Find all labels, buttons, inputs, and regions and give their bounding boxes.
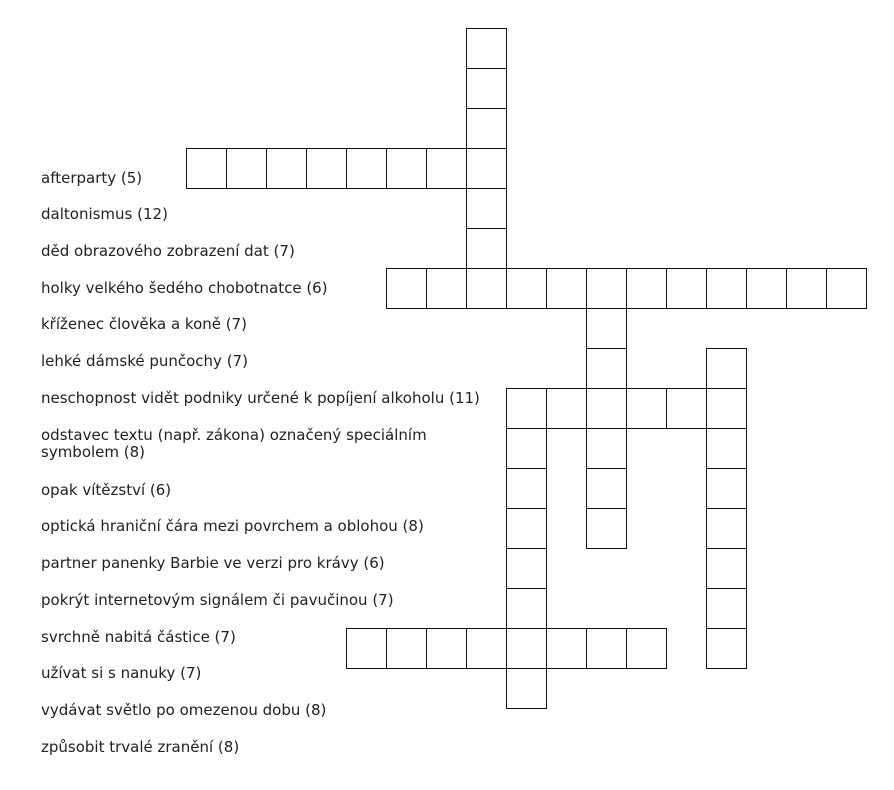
grid-cell[interactable] [506, 468, 547, 509]
grid-cell[interactable] [466, 228, 507, 269]
grid-cell[interactable] [506, 268, 547, 309]
clue-item: optická hraniční čára mezi povrchem a oblohou (8) [41, 517, 424, 535]
grid-cell[interactable] [506, 548, 547, 589]
grid-cell[interactable] [386, 148, 427, 189]
grid-cell[interactable] [506, 668, 547, 709]
grid-cell[interactable] [506, 628, 547, 669]
grid-cell[interactable] [626, 268, 667, 309]
grid-cell[interactable] [586, 428, 627, 469]
grid-cell[interactable] [706, 628, 747, 669]
grid-cell[interactable] [706, 468, 747, 509]
clue-item: afterparty (5) [41, 169, 143, 187]
grid-cell[interactable] [346, 628, 387, 669]
grid-cell[interactable] [706, 428, 747, 469]
grid-cell[interactable] [626, 628, 667, 669]
grid-cell[interactable] [706, 388, 747, 429]
grid-cell[interactable] [466, 148, 507, 189]
grid-cell[interactable] [466, 628, 507, 669]
grid-cell[interactable] [506, 428, 547, 469]
clue-item: odstavec textu (např. zákona) označený speciálním symbolem (8) [41, 426, 427, 461]
grid-cell[interactable] [266, 148, 307, 189]
grid-cell[interactable] [386, 268, 427, 309]
grid-cell[interactable] [426, 268, 467, 309]
clue-item: kříženec člověka a koně (7) [41, 315, 247, 333]
grid-cell[interactable] [706, 268, 747, 309]
grid-cell[interactable] [466, 188, 507, 229]
grid-cell[interactable] [586, 308, 627, 349]
clue-item: opak vítězství (6) [41, 481, 172, 499]
grid-cell[interactable] [466, 268, 507, 309]
grid-cell[interactable] [506, 588, 547, 629]
clue-item: děd obrazového zobrazení dat (7) [41, 242, 295, 260]
clue-item: užívat si s nanuky (7) [41, 664, 202, 682]
grid-cell[interactable] [666, 268, 707, 309]
grid-cell[interactable] [666, 388, 707, 429]
grid-cell[interactable] [466, 28, 507, 69]
grid-cell[interactable] [466, 68, 507, 109]
grid-cell[interactable] [426, 148, 467, 189]
grid-cell[interactable] [346, 148, 387, 189]
grid-cell[interactable] [546, 268, 587, 309]
grid-cell[interactable] [626, 388, 667, 429]
grid-cell[interactable] [426, 628, 467, 669]
grid-cell[interactable] [546, 628, 587, 669]
grid-cell[interactable] [586, 268, 627, 309]
clue-item: svrchně nabitá částice (7) [41, 628, 236, 646]
grid-cell[interactable] [706, 588, 747, 629]
grid-cell[interactable] [306, 148, 347, 189]
grid-cell[interactable] [186, 148, 227, 189]
grid-cell[interactable] [546, 388, 587, 429]
grid-cell[interactable] [706, 348, 747, 389]
grid-cell[interactable] [506, 388, 547, 429]
clue-item: lehké dámské punčochy (7) [41, 352, 248, 370]
grid-cell[interactable] [466, 108, 507, 149]
grid-cell[interactable] [506, 508, 547, 549]
clue-item: neschopnost vidět podniky určené k popíjení alkoholu (11) [41, 389, 480, 407]
grid-cell[interactable] [826, 268, 867, 309]
grid-cell[interactable] [586, 348, 627, 389]
grid-cell[interactable] [586, 468, 627, 509]
clue-item: způsobit trvalé zranění (8) [41, 738, 240, 756]
grid-cell[interactable] [386, 628, 427, 669]
grid-cell[interactable] [746, 268, 787, 309]
grid-cell[interactable] [586, 388, 627, 429]
grid-cell[interactable] [786, 268, 827, 309]
clue-item: pokrýt internetovým signálem či pavučinou (7) [41, 591, 394, 609]
grid-cell[interactable] [586, 508, 627, 549]
grid-cell[interactable] [226, 148, 267, 189]
grid-cell[interactable] [706, 548, 747, 589]
clue-item: holky velkého šedého chobotnatce (6) [41, 279, 328, 297]
grid-cell[interactable] [706, 508, 747, 549]
clue-item: vydávat světlo po omezenou dobu (8) [41, 701, 327, 719]
clue-item: partner panenky Barbie ve verzi pro krávy (6) [41, 554, 385, 572]
grid-cell[interactable] [586, 628, 627, 669]
clue-item: daltonismus (12) [41, 205, 168, 223]
